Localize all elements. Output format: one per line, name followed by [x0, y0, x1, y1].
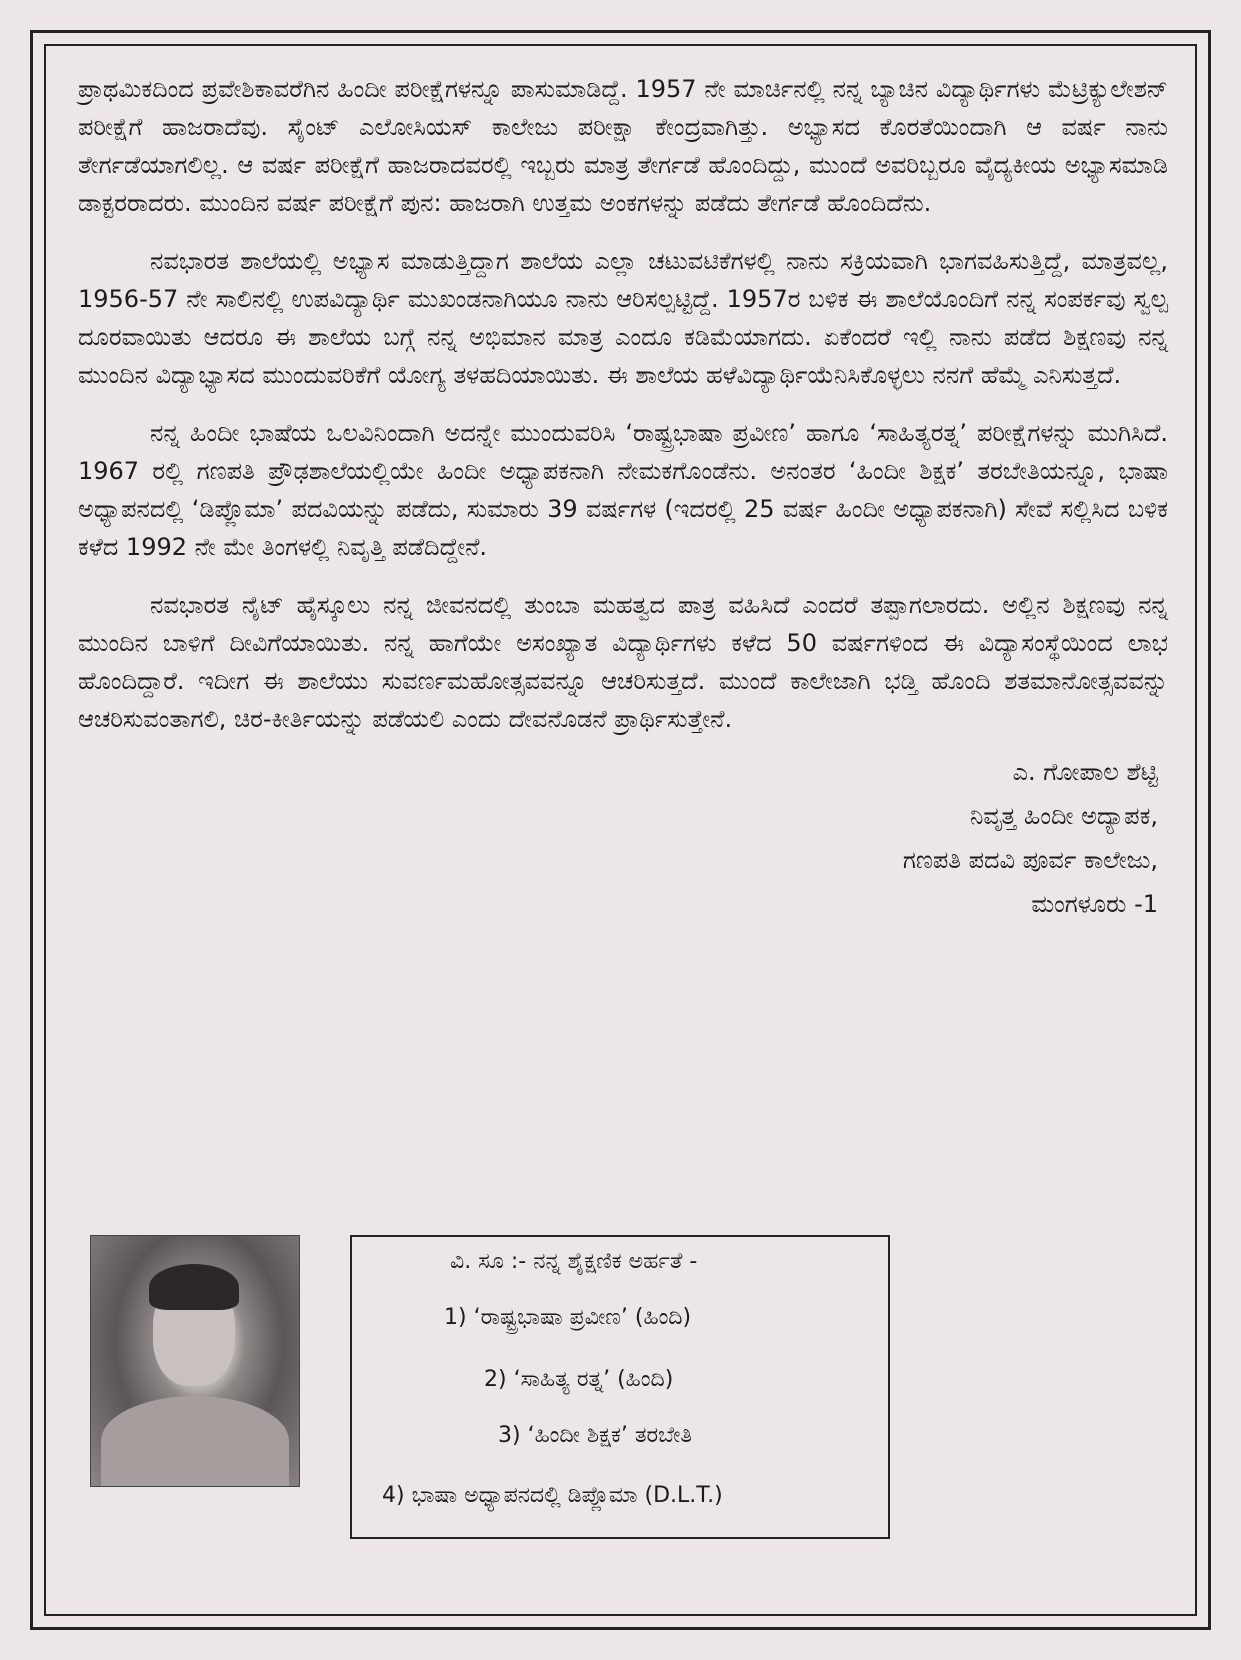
qualification-item-4: 4) ಭಾಷಾ ಅಧ್ಯಾಪನದಲ್ಲಿ ಡಿಪ್ಲೊಮಾ (D.L.T.): [382, 1483, 723, 1508]
qualification-item-2: 2) ‘ಸಾಹಿತ್ಯ ರತ್ನ’ (ಹಿಂದಿ): [484, 1367, 674, 1392]
article-body: [78, 70, 1168, 928]
qualifications-title: ವಿ. ಸೂ :- ನನ್ನ ಶೈಕ್ಷಣಿಕ ಅರ್ಹತೆ -: [450, 1249, 698, 1274]
author-name: ಎ. ಗೋಪಾಲ ಶೆಟ್ಟಿ: [1012, 758, 1158, 786]
lower-section: [90, 1235, 1090, 1555]
qualification-item-3: 3) ‘ಹಿಂದೀ ಶಿಕ್ಷಕ’ ತರಬೇತಿ: [498, 1423, 693, 1448]
author-designation: ನಿವೃತ್ತ ಹಿಂದೀ ಅದ್ಯಾಪಕ,: [969, 802, 1158, 830]
paragraph-3: ನನ್ನ ಹಿಂದೀ ಭಾಷೆಯ ಒಲವಿನಿಂದಾಗಿ ಅದನ್ನೇ ಮುಂದುವರಿಸಿ ‘ರಾಷ್ಟ್ರಭಾಷಾ ಪ್ರವೀಣ’ ಹಾಗೂ ‘ಸಾಹಿತ್ಯರತ್ನ’ ಪರೀಕ್ಷೆಗಳನ್ನು ಮುಗಿಸಿದೆ. 1967 ರಲ್ಲಿ ಗಣಪತಿ ಪ್ರೌಢಶಾಲೆಯಲ್ಲಿಯೇ ಹಿಂದೀ ಅಧ್ಯಾಪಕನಾಗಿ ನೇಮಕಗೊಂಡೆನು. ಅನಂತರ ‘ಹಿಂದೀ ಶಿಕ್ಷಕ’ ತರಬೇತಿಯನ್ನೂ, ಭಾಷಾ ಅಧ್ಯಾಪನದಲ್ಲಿ ‘ಡಿಪ್ಲೊಮಾ’ ಪದವಿಯನ್ನು ಪಡೆದು, ಸುಮಾರು 39 ವರ್ಷಗಳ (ಇದರಲ್ಲಿ 25 ವರ್ಷ ಹಿಂದೀ ಅಧ್ಯಾಪಕನಾಗಿ) ಸೇವೆ ಸಲ್ಲಿಸಿದ ಬಳಿಕ ಕಳೆದ 1992 ನೇ ಮೇ ತಿಂಗಳಲ್ಲಿ ನಿವೃತ್ತಿ ಪಡೆದಿದ್ದೇನೆ.: [78, 419, 1168, 561]
author-institution: ಗಣಪತಿ ಪದವಿ ಪೂರ್ವ ಕಾಲೇಜು,: [902, 846, 1158, 874]
author-place: ಮಂಗಳೂರು -1: [1031, 890, 1158, 918]
photo-shirt: [101, 1396, 289, 1486]
paragraph-1: ಪ್ರಾಥಮಿಕದಿಂದ ಪ್ರವೇಶಿಕಾವರೆಗಿನ ಹಿಂದೀ ಪರೀಕ್ಷೆಗಳನ್ನೂ ಪಾಸುಮಾಡಿದ್ದೆ. 1957 ನೇ ಮಾರ್ಚಿನಲ್ಲಿ ನನ್ನ ಬ್ಯಾಚಿನ ವಿದ್ಯಾರ್ಥಿಗಳು ಮೆಟ್ರಿಕ್ಯುಲೇಶನ್ ಪರೀಕ್ಷೆಗೆ ಹಾಜರಾದೆವು. ಸೈಂಟ್ ಎಲೋಸಿಯಸ್ ಕಾಲೇಜು ಪರೀಕ್ಷಾ ಕೇಂದ್ರವಾಗಿತ್ತು. ಅಭ್ಯಾಸದ ಕೊರತೆಯಿಂದಾಗಿ ಆ ವರ್ಷ ನಾನು ತೇರ್ಗಡೆಯಾಗಲಿಲ್ಲ. ಆ ವರ್ಷ ಪರೀಕ್ಷೆಗೆ ಹಾಜರಾದವರಲ್ಲಿ ಇಬ್ಬರು ಮಾತ್ರ ತೇರ್ಗಡೆ ಹೊಂದಿದ್ದು, ಮುಂದೆ ಅವರಿಬ್ಬರೂ ವೈದ್ಯಕೀಯ ಅಭ್ಯಾಸಮಾಡಿ ಡಾಕ್ಟರರಾದರು. ಮುಂದಿನ ವರ್ಷ ಪರೀಕ್ಷೆಗೆ ಪುನ: ಹಾಜರಾಗಿ ಉತ್ತಮ ಅಂಕಗಳನ್ನು ಪಡೆದು ತೇರ್ಗಡೆ ಹೊಂದಿದೆನು.: [78, 75, 1168, 217]
paragraph-2: ನವಭಾರತ ಶಾಲೆಯಲ್ಲಿ ಅಭ್ಯಾಸ ಮಾಡುತ್ತಿದ್ದಾಗ ಶಾಲೆಯ ಎಲ್ಲಾ ಚಟುವಟಿಕೆಗಳಲ್ಲಿ ನಾನು ಸಕ್ರಿಯವಾಗಿ ಭಾಗವಹಿಸುತ್ತಿದ್ದೆ, ಮಾತ್ರವಲ್ಲ, 1956-57 ನೇ ಸಾಲಿನಲ್ಲಿ ಉಪವಿದ್ಯಾರ್ಥಿ ಮುಖಂಡನಾಗಿಯೂ ನಾನು ಆರಿಸಲ್ಪಟ್ಟಿದ್ದೆ. 1957ರ ಬಳಿಕ ಈ ಶಾಲೆಯೊಂದಿಗೆ ನನ್ನ ಸಂಪರ್ಕವು ಸ್ವಲ್ಪ ದೂರವಾಯಿತು ಆದರೂ ಈ ಶಾಲೆಯ ಬಗ್ಗೆ ನನ್ನ ಅಭಿಮಾನ ಮಾತ್ರ ಎಂದೂ ಕಡಿಮೆಯಾಗದು. ಏಕೆಂದರೆ ಇಲ್ಲಿ ನಾನು ಪಡೆದ ಶಿಕ್ಷಣವು ನನ್ನ ಮುಂದಿನ ವಿದ್ಯಾಭ್ಯಾಸದ ಮುಂದುವರಿಕೆಗೆ ಯೋಗ್ಯ ತಳಹದಿಯಾಯಿತು. ಈ ಶಾಲೆಯ ಹಳೆವಿದ್ಯಾರ್ಥಿಯೆನಿಸಿಕೊಳ್ಳಲು ನನಗೆ ಹೆಮ್ಮೆ ಎನಿಸುತ್ತದೆ.: [78, 247, 1168, 389]
paragraph-4: ನವಭಾರತ ನೈಟ್ ಹೈಸ್ಕೂಲು ನನ್ನ ಜೀವನದಲ್ಲಿ ತುಂಬಾ ಮಹತ್ವದ ಪಾತ್ರ ವಹಿಸಿದೆ ಎಂದರೆ ತಪ್ಪಾಗಲಾರದು. ಅಲ್ಲಿನ ಶಿಕ್ಷಣವು ನನ್ನ ಮುಂದಿನ ಬಾಳಿಗೆ ದೀವಿಗೆಯಾಯಿತು. ನನ್ನ ಹಾಗೆಯೇ ಅಸಂಖ್ಯಾತ ವಿದ್ಯಾರ್ಥಿಗಳು ಕಳೆದ 50 ವರ್ಷಗಳಿಂದ ಈ ವಿದ್ಯಾಸಂಸ್ಥೆಯಿಂದ ಲಾಭ ಹೊಂದಿದ್ದಾರೆ. ಇದೀಗ ಈ ಶಾಲೆಯು ಸುವರ್ಣಮಹೋತ್ಸವವನ್ನೂ ಆಚರಿಸುತ್ತದೆ. ಮುಂದೆ ಕಾಲೇಜಾಗಿ ಭಡ್ತಿ ಹೊಂದಿ ಶತಮಾನೋತ್ಸವವನ್ನು ಆಚರಿಸುವಂತಾಗಲಿ, ಚಿರ-ಕೀರ್ತಿಯನ್ನು ಪಡೆಯಲಿ ಎಂದು ದೇವನೊಡನೆ ಪ್ರಾರ್ಥಿಸುತ್ತೇನೆ.: [78, 591, 1168, 733]
qualifications-box: [350, 1235, 890, 1539]
photo-hair: [149, 1264, 239, 1310]
signature-block: [78, 752, 1168, 924]
author-photo: [90, 1235, 300, 1487]
qualification-item-1: 1) ‘ರಾಷ್ಟ್ರಭಾಷಾ ಪ್ರವೀಣ’ (ಹಿಂದಿ): [444, 1305, 692, 1330]
